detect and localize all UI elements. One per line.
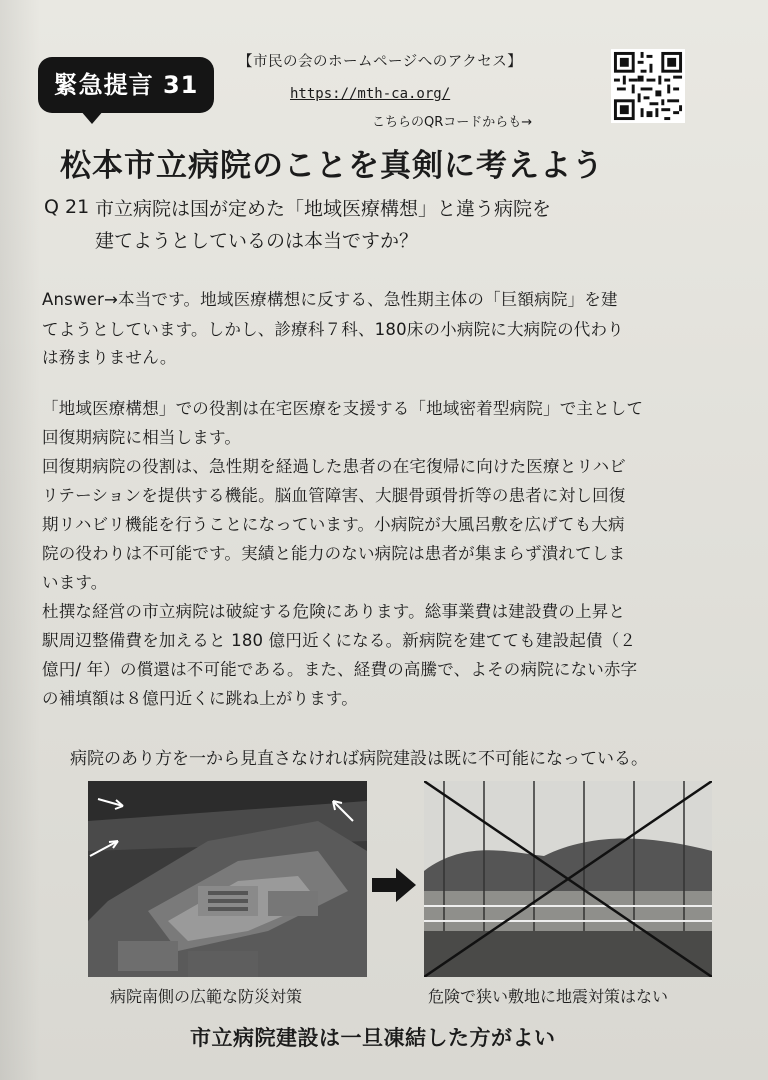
body-line-7: います。 [42, 573, 108, 592]
body-line-9: 駅周辺整備費を加えると 180 億円近くになる。新病院を建てても建設起債（２ [42, 631, 637, 650]
body-line-10: 億円/ 年）の償還は不可能である。また、経費の高騰で、よその病院にない赤字 [42, 660, 638, 679]
hospital-aerial-photo [88, 781, 367, 977]
body-line-11: の補填額は８億円近くに跳ね上がります。 [42, 689, 358, 708]
photo-section-heading: 病院のあり方を一から見直さなければ病院建設は既に不可能になっている。 [70, 749, 648, 769]
answer-line-2: てようとしています。しかし、診療科７科、180床の小病院に大病院の代わり [42, 320, 624, 339]
question-line-2: 建てようとしているのは本当ですか？ [95, 230, 419, 252]
qr-note: こちらのQRコードからも→ [372, 115, 533, 130]
question-line-1: 市立病院は国が定めた「地域医療構想」と違う病院を [95, 198, 552, 220]
body-line-4: リテーションを提供する機能。脳血管障害、大腿骨頭骨折等の患者に対し回復 [42, 486, 626, 505]
right-arrow-icon [372, 868, 416, 902]
site-field-photo [424, 781, 712, 977]
question-number: Q 21 [44, 196, 90, 218]
answer-line-3: は務まりません。 [42, 348, 177, 367]
body-line-2: 回復期病院に相当します。 [42, 428, 242, 447]
qr-code-icon[interactable] [611, 49, 685, 123]
badge-tail [80, 110, 104, 124]
conclusion-text: 市立病院建設は一旦凍結した方がよい [190, 1026, 556, 1050]
right-photo-caption: 危険で狭い敷地に地震対策はない [428, 987, 669, 1006]
proposal-badge: 緊急提言 31 [38, 57, 214, 113]
homepage-url-link[interactable]: https://mth-ca.org/ [290, 86, 451, 102]
body-line-3: 回復期病院の役割は、急性期を経過した患者の在宅復帰に向けた医療とリハビ [42, 457, 627, 476]
left-photo-caption: 病院南側の広範な防災対策 [110, 987, 303, 1006]
body-line-5: 期リハビリ機能を行うことになっています。小病院が大風呂敷を広げても大病 [42, 515, 625, 534]
body-line-1: 「地域医療構想」での役割は在宅医療を支援する「地域密着型病院」で主として [42, 399, 644, 418]
body-line-6: 院の役わりは不可能です。実績と能力のない病院は患者が集まらず潰れてしま [42, 544, 626, 563]
page-title: 松本市立病院のことを真剣に考えよう [60, 148, 604, 184]
page-shadow [0, 0, 40, 1080]
homepage-access-label: 【市民の会のホームページへのアクセス】 [238, 54, 523, 70]
body-line-8: 杜撰な経営の市立病院は破綻する危険にあります。総事業費は建設費の上昇と [42, 602, 626, 621]
answer-line-1: Answer→本当です。地域医療構想に反する、急性期主体の「巨額病院」を建 [42, 290, 618, 309]
